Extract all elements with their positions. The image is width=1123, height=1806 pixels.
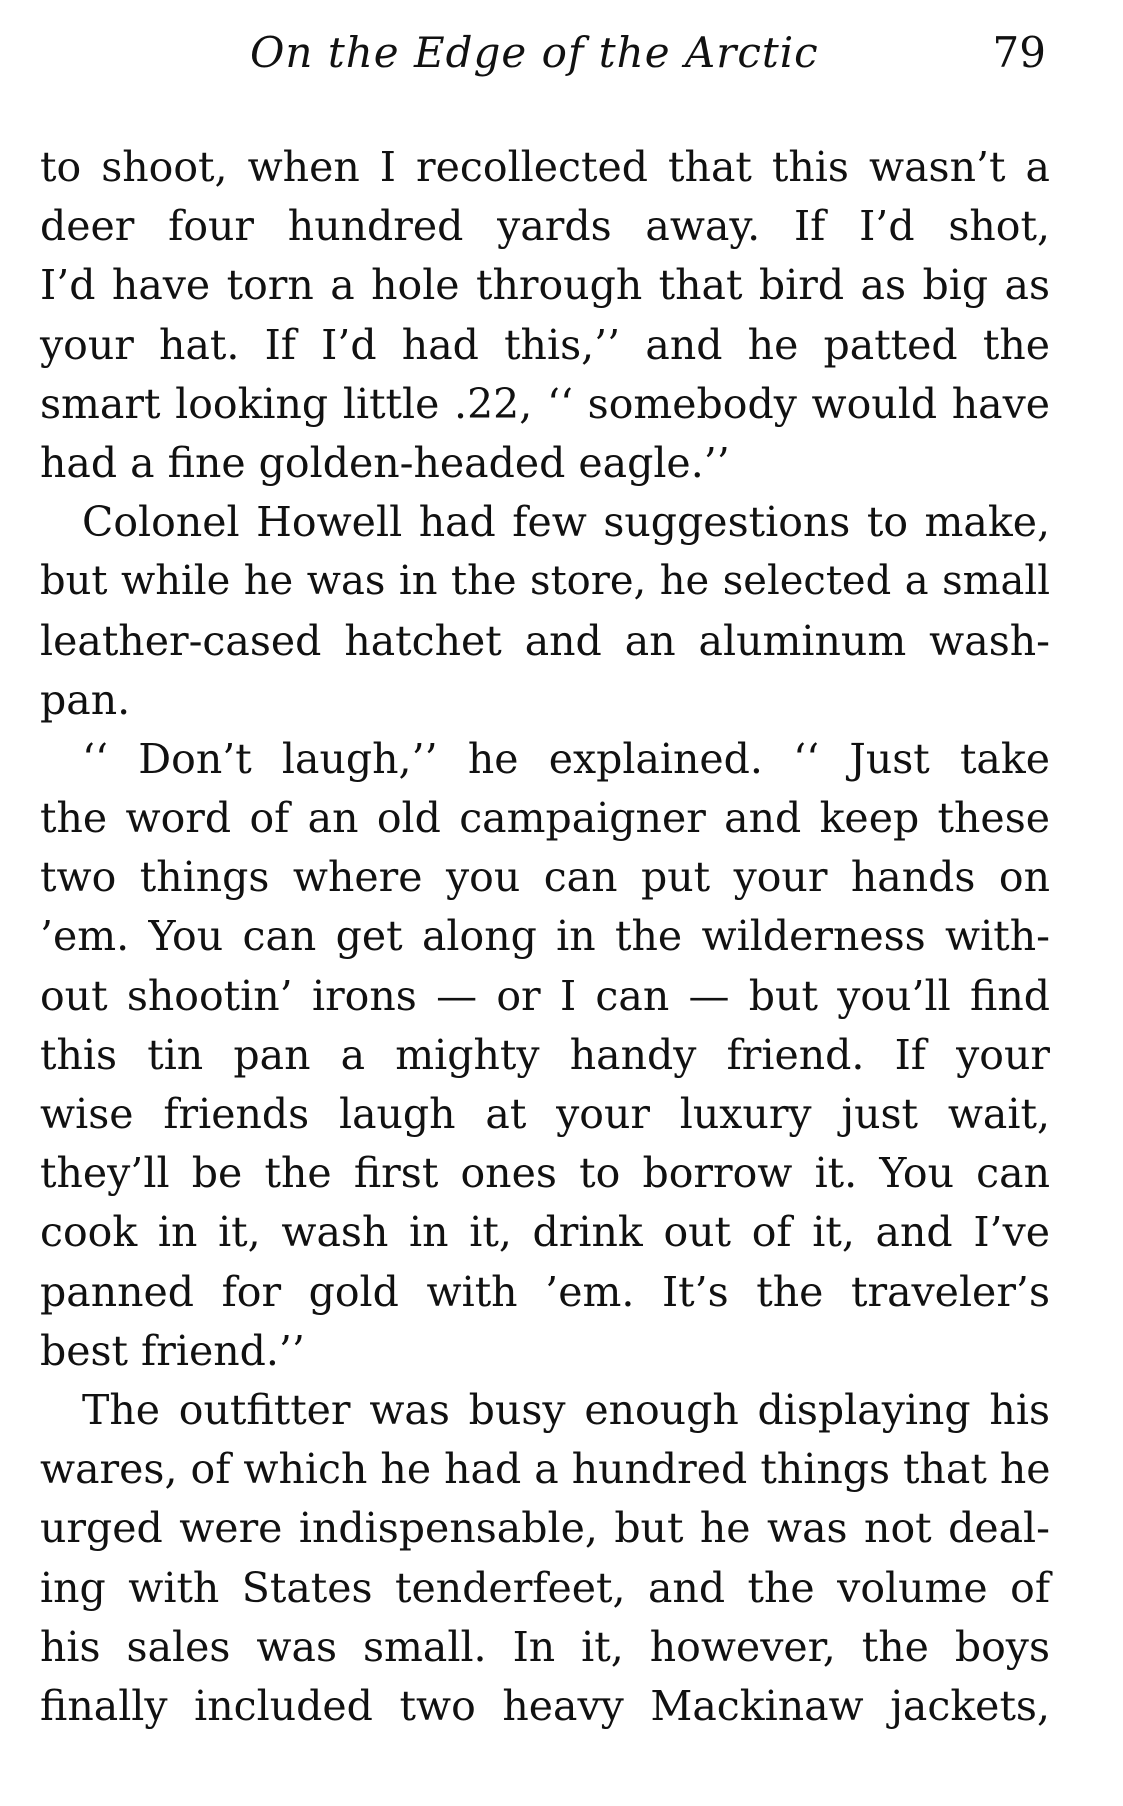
text-line: finally included two heavy Mackinaw jackets,	[40, 1681, 1050, 1730]
text-line: to shoot, when I recollected that this wasn’t a	[40, 143, 1050, 191]
text-line: his sales was small. In it, however, the boys	[40, 1622, 1050, 1671]
book-page	[40, 0, 1050, 1806]
text-line: but while he was in the store, he selected a small	[40, 558, 1050, 605]
text-line: the word of an old campaigner and keep these	[40, 794, 1050, 843]
text-line: deer four hundred yards away. If I’d shot,	[40, 202, 1050, 251]
text-line: Colonel Howell had few suggestions to make,	[82, 498, 1050, 547]
text-line: ’em. You can get along in the wilderness with-	[40, 912, 1050, 961]
text-line: The outfitter was busy enough displaying his	[82, 1385, 1050, 1434]
text-line: two things where you can put your hands on	[40, 853, 1050, 902]
text-line: this tin pan a mighty handy friend. If your	[40, 1030, 1050, 1079]
text-line: best friend.’’	[40, 1326, 305, 1375]
running-head	[40, 28, 1050, 88]
text-line: cook in it, wash in it, drink out of it, and I’ve	[40, 1208, 1050, 1257]
text-line: urged were indispensable, but he was not deal-	[40, 1504, 1050, 1553]
text-line: panned for gold with ’em. It’s the traveler’s	[40, 1267, 1050, 1316]
text-line: I’d have torn a hole through that bird as big as	[40, 261, 1050, 310]
text-line: pan.	[40, 675, 131, 724]
text-line: smart looking little .22, ‘‘ somebody would have	[40, 379, 1050, 428]
text-line: they’ll be the first ones to borrow it. You can	[40, 1149, 1050, 1198]
text-line: had a fine golden-headed eagle.’’	[40, 438, 730, 487]
text-line: leather-cased hatchet and an aluminum wash-	[40, 616, 1050, 665]
text-line: your hat. If I’d had this,’’ and he patted the	[40, 320, 1050, 369]
text-line: wares, of which he had a hundred things that he	[40, 1445, 1051, 1494]
text-line: out shootin’ irons — or I can — but you’ll find	[40, 971, 1050, 1020]
text-line: ‘‘ Don’t laugh,’’ he explained. ‘‘ Just take	[82, 734, 1050, 783]
page-number: 79	[992, 28, 1046, 77]
text-line: wise friends laugh at your luxury just wait,	[40, 1090, 1050, 1138]
running-title: On the Edge of the Arctic	[250, 28, 819, 77]
text-line: ing with States tenderfeet, and the volume of	[40, 1563, 1050, 1612]
body-text	[40, 138, 1050, 1736]
